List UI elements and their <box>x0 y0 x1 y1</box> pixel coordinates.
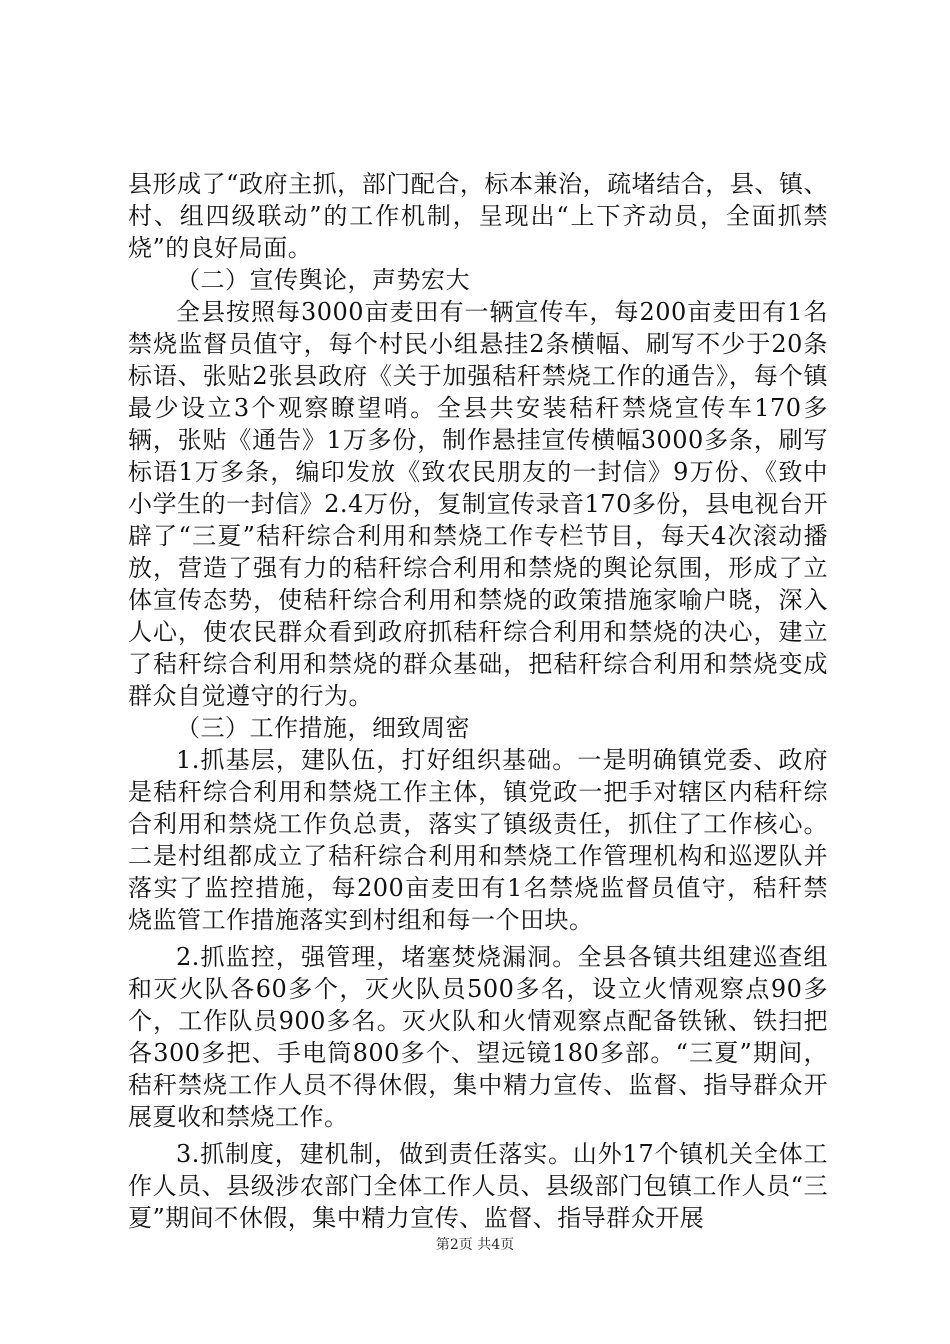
section-heading-measures: （三）工作措施，细致周密 <box>176 714 470 742</box>
document-body <box>128 168 828 1234</box>
paragraph-measure-3: 3.抓制度，建机制，做到责任落实。山外17个镇机关全体工作人员、县级涉农部门全体工作人员、县级部门包镇工作人员“三夏”期间不休假，集中精力宣传、监督、指导群众开展 <box>128 1140 828 1232</box>
paragraph-publicity: 全县按照每3000亩麦田有一辆宣传车，每200亩麦田有1名禁烧监督员值守，每个村民小组悬挂2条横幅、刷写不少于20条标语、张贴2张县政府《关于加强秸秆禁烧工作的通告》，每个镇最少设立3个观察瞭望哨。全县共安装秸秆禁烧宣传车170多辆，张贴《通告》1万多份，制作悬挂宣传横幅3000多条，刷写标语1万多条，编印发放《致农民朋友的一封信》9万份、《致中小学生的一封信》2.4万份，复制宣传录音170多份，县电视台开辟了“三夏”秸秆综合利用和禁烧工作专栏节目，每天4次滚动播放，营造了强有力的秸秆综合利用和禁烧的舆论氛围，形成了立体宣传态势，使秸秆综合利用和禁烧的政策措施家喻户晓，深入人心，使农民群众看到政府抓秸秆综合利用和禁烧的决心，建立了秸秆综合利用和禁烧的群众基础，把秸秆综合利用和禁烧变成群众自觉遵守的行为。 <box>128 298 828 710</box>
section-heading-publicity: （二）宣传舆论，声势宏大 <box>176 266 470 294</box>
page-number-footer: 第2页 共4页 <box>435 1237 515 1253</box>
paragraph-measure-1: 1.抓基层，建队伍，打好组织基础。一是明确镇党委、政府是秸秆综合利用和禁烧工作主体，镇党政一把手对辖区内秸秆综合利用和禁烧工作负总责，落实了镇级责任，抓住了工作核心。二是村组都成立了秸秆综合利用和禁烧工作管理机构和巡逻队并落实了监控措施，每200亩麦田有1名禁烧监督员值守，秸秆禁烧监管工作措施落实到村组和每一个田块。 <box>128 746 828 934</box>
paragraph-measure-2: 2.抓监控，强管理，堵塞焚烧漏洞。全县各镇共组建巡查组和灭火队各60多个，灭火队员500多名，设立火情观察点90多个，工作队员900多名。灭火队和火情观察点配备铁锹、铁扫把各300多把、手电筒800多个、望远镜180多部。“三夏”期间，秸秆禁烧工作人员不得休假，集中精力宣传、监督、指导群众开展夏收和禁烧工作。 <box>128 943 828 1131</box>
paragraph-intro-continuation: 县形成了“政府主抓，部门配合，标本兼治，疏堵结合，县、镇、村、组四级联动”的工作机制，呈现出“上下齐动员，全面抓禁烧”的良好局面。 <box>128 170 828 262</box>
